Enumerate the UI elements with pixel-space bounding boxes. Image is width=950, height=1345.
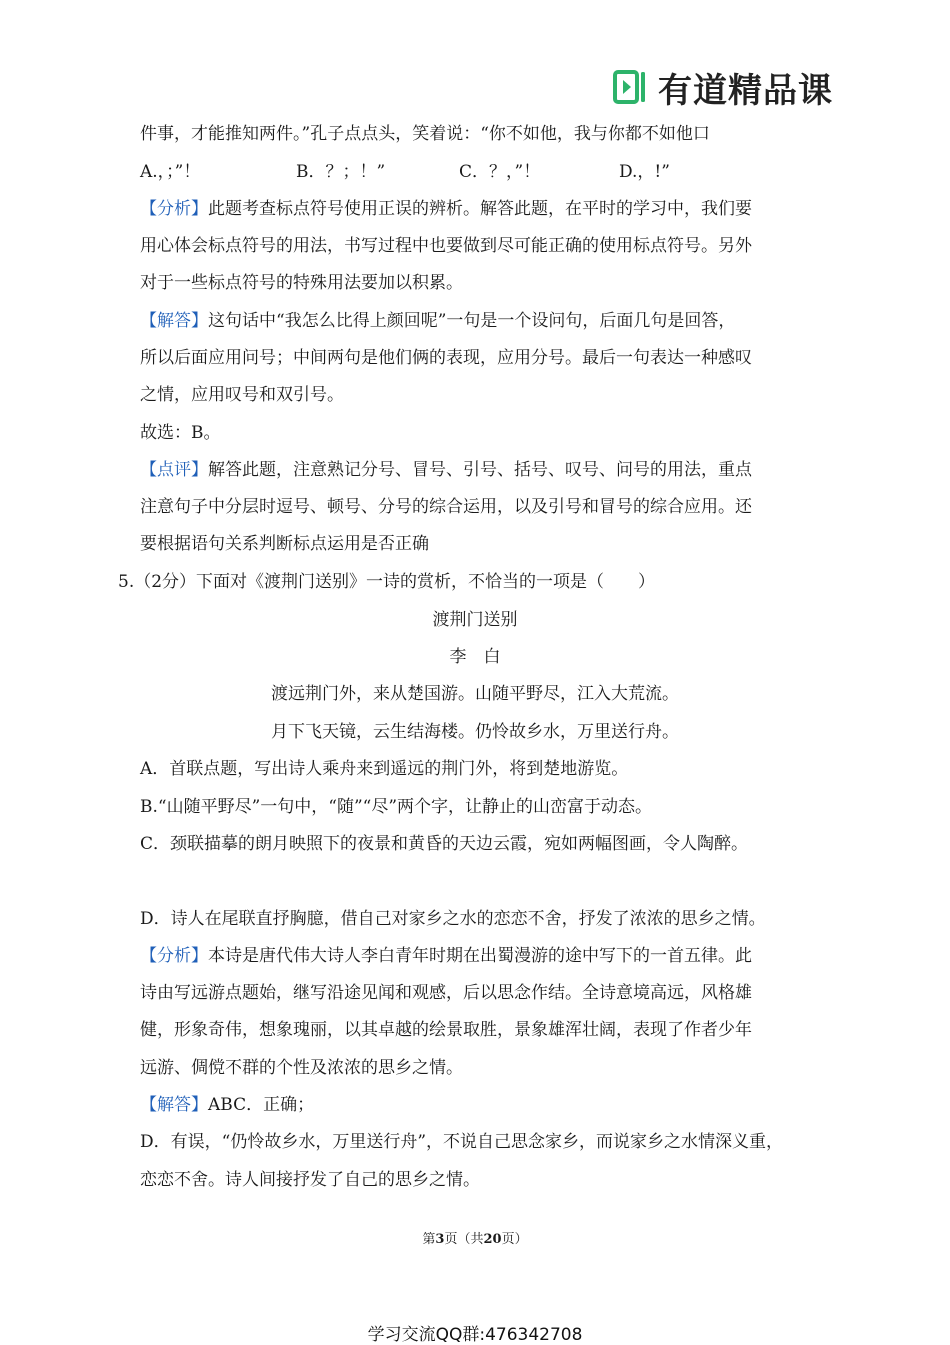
poem-author: 李 白 (449, 647, 501, 667)
poem-line: 渡远荆门外，来从楚国游。山随平野尽，江入大荒流。 (271, 684, 679, 704)
q4-analysis-line: 对于一些标点符号的特殊用法要加以积累。 (140, 273, 463, 293)
analysis-tag: 【分析】 (140, 946, 208, 966)
q5-answer-line: 恋恋不舍。诗人间接抒发了自己的思乡之情。 (140, 1170, 480, 1190)
q4-option-d: D.，!” (619, 162, 670, 182)
q4-choice: 故选：B。 (140, 423, 221, 443)
answer-tag: 【解答】 (140, 311, 208, 331)
q5-option-a: A．首联点题，写出诗人乘舟来到遥远的荆门外，将到楚地游览。 (140, 759, 629, 779)
q5-option-d: D．诗人在尾联直抒胸臆，借自己对家乡之水的恋恋不舍，抒发了浓浓的思乡之情。 (140, 909, 766, 929)
q5-analysis-line: 【分析】本诗是唐代伟大诗人李白青年时期在出蜀漫游的途中写下的一首五律。此 (140, 946, 752, 966)
q5-option-b: B.“山随平野尽”一句中，“随”“尽”两个字，让静止的山峦富于动态。 (140, 797, 653, 817)
q5-analysis-line: 健，形象奇伟，想象瑰丽，以其卓越的绘景取胜，景象雄浑壮阔，表现了作者少年 (140, 1020, 752, 1040)
q5-question: 5.（2分）下面对《渡荆门送别》一诗的赏析，不恰当的一项是（ ） (118, 572, 656, 592)
q4-analysis-line: 用心体会标点符号的用法，书写过程中也要做到尽可能正确的使用标点符号。另外 (140, 236, 752, 256)
brand-logo (612, 66, 833, 111)
poem-title: 渡荆门送别 (432, 610, 518, 630)
q5-option-c: C．颈联描摹的朗月映照下的夜景和黄昏的天边云霞，宛如两幅图画，令人陶醉。 (140, 834, 749, 854)
q5-analysis-line: 远游、倜傥不群的个性及浓浓的思乡之情。 (140, 1058, 463, 1078)
q4-options (140, 160, 670, 184)
q4-comment-line: 【点评】解答此题，注意熟记分号、冒号、引号、括号、叹号、问号的用法，重点 (140, 460, 752, 480)
q4-answer-line: 之情，应用叹号和双引号。 (140, 385, 344, 405)
q5-analysis-line: 诗由写远游点题始，继写沿途见闻和观感，后以思念作结。全诗意境高远，风格雄 (140, 983, 752, 1003)
q4-continuation: 件事，才能推知两件。”孔子点点头，笑着说：“你不如他，我与你都不如他口 (140, 124, 710, 144)
comment-tag: 【点评】 (140, 460, 208, 480)
q5-answer-line: D．有误，“仍怜故乡水，万里送行舟”，不说自己思念家乡，而说家乡之水情深义重， (140, 1132, 784, 1152)
q5-answer-line: 【解答】ABC．正确； (140, 1095, 315, 1115)
q4-answer-line: 所以后面应用问号；中间两句是他们俩的表现，应用分号。最后一句表达一种感叹 (140, 348, 752, 368)
answer-tag: 【解答】 (140, 1095, 208, 1115)
brand-name: 有道精品课 (658, 70, 833, 111)
q4-option-a: A.，；”！ (140, 162, 201, 182)
qq-group-watermark: 学习交流QQ群:476342708 (367, 1325, 583, 1345)
play-book-icon (612, 69, 648, 105)
q4-comment-line: 注意句子中分层时逗号、顿号、分号的综合运用，以及引号和冒号的综合应用。还 (140, 497, 752, 517)
q4-option-c: C．？，”！ (459, 162, 541, 182)
analysis-tag: 【分析】 (140, 199, 208, 219)
q4-answer-line: 【解答】这句话中“我怎么比得上颜回呢”一句是一个设问句，后面几句是回答， (140, 311, 736, 331)
page-number: 第3页（共20页） (422, 1232, 528, 1247)
poem-line: 月下飞天镜，云生结海楼。仍怜故乡水，万里送行舟。 (271, 722, 679, 742)
q4-option-b: B．？；！” (296, 162, 386, 182)
q4-analysis-line: 【分析】此题考查标点符号使用正误的辨析。解答此题，在平时的学习中，我们要 (140, 199, 752, 219)
q4-comment-line: 要根据语句关系判断标点运用是否正确 (140, 534, 429, 554)
